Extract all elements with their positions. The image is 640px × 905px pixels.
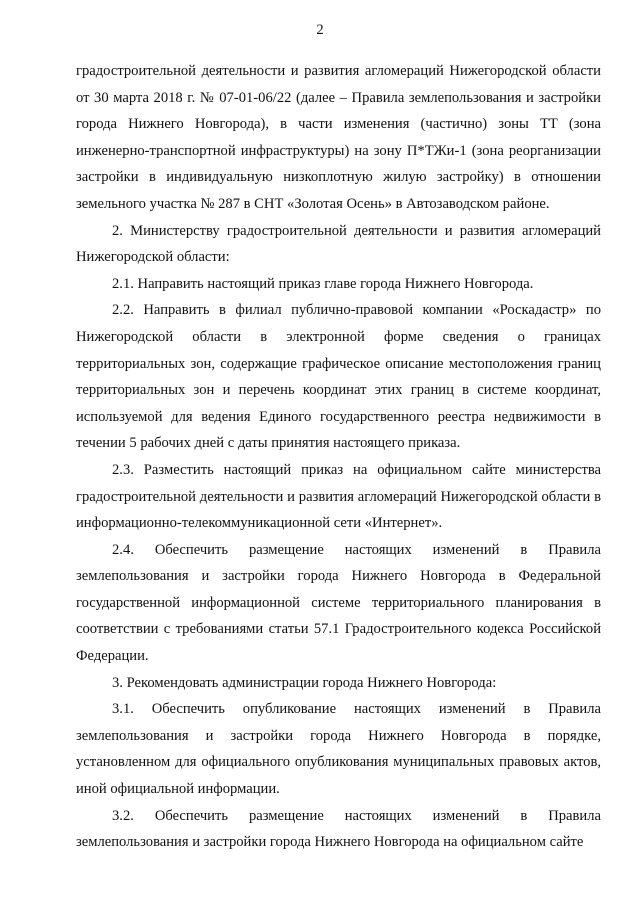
paragraph-item-2-1: 2.1. Направить настоящий приказ главе города Нижнего Новгорода. bbox=[112, 275, 534, 292]
paragraph-item-3: 3. Рекомендовать администрации города Нижнего Новгорода: bbox=[112, 674, 497, 691]
paragraph-item-2-2: 2.2. Направить в филиал публично-правовой компании «Роскадастр» по Нижегородской области в электронной форме сведения о границах территориальных зон, содержащие графическое описание местоположения границ территориальных зон и перечень координат этих границ в системе координат, используемой для ведения Единого государственного реестра недвижимости в течении 5 рабочих дней с даты принятия настоящего приказа. bbox=[76, 302, 601, 452]
paragraph-item-2-4: 2.4. Обеспечить размещение настоящих изменений в Правила землепользования и застройки города Нижнего Новгорода в Федеральной государственной информационной системе территориального планирования в соответствии с требованиями статьи 57.1 Градостроительного кодекса Российской Федерации. bbox=[76, 541, 601, 665]
paragraph-item-3-1: 3.1. Обеспечить опубликование настоящих изменений в Правила землепользования и застройки города Нижнего Новгорода в порядке, установленном для официального опубликования муниципальных правовых актов, иной официальной информации. bbox=[76, 701, 601, 798]
document-body bbox=[76, 58, 601, 856]
paragraph-continuation: градостроительной деятельности и развития агломераций Нижегородской области от 30 марта 2018 г. № 07-01-06/22 (далее – Правила землепользования и застройки города Нижнего Новгорода), в части изменения (частично) зоны ТТ (зона инженерно-транспортной инфраструктуры) на зону П*ТЖи-1 (зона реорганизации застройки в индивидуальную низкоплотную жилую застройку) в отношении земельного участка № 287 в СНТ «Золотая Осень» в Автозаводском районе. bbox=[76, 63, 601, 212]
paragraph-item-2: 2. Министерству градостроительной деятельности и развития агломераций Нижегородской области: bbox=[76, 222, 601, 266]
paragraph-item-3-2: 3.2. Обеспечить размещение настоящих изменений в Правила землепользования и застройки города Нижнего Новгорода на официальном сайте bbox=[76, 807, 601, 851]
page-number: 2 bbox=[316, 22, 324, 38]
paragraph-item-2-3: 2.3. Разместить настоящий приказ на официальном сайте министерства градостроительной деятельности и развития агломераций Нижегородской области в информационно-телекоммуникационной сети «Интернет». bbox=[76, 461, 601, 532]
